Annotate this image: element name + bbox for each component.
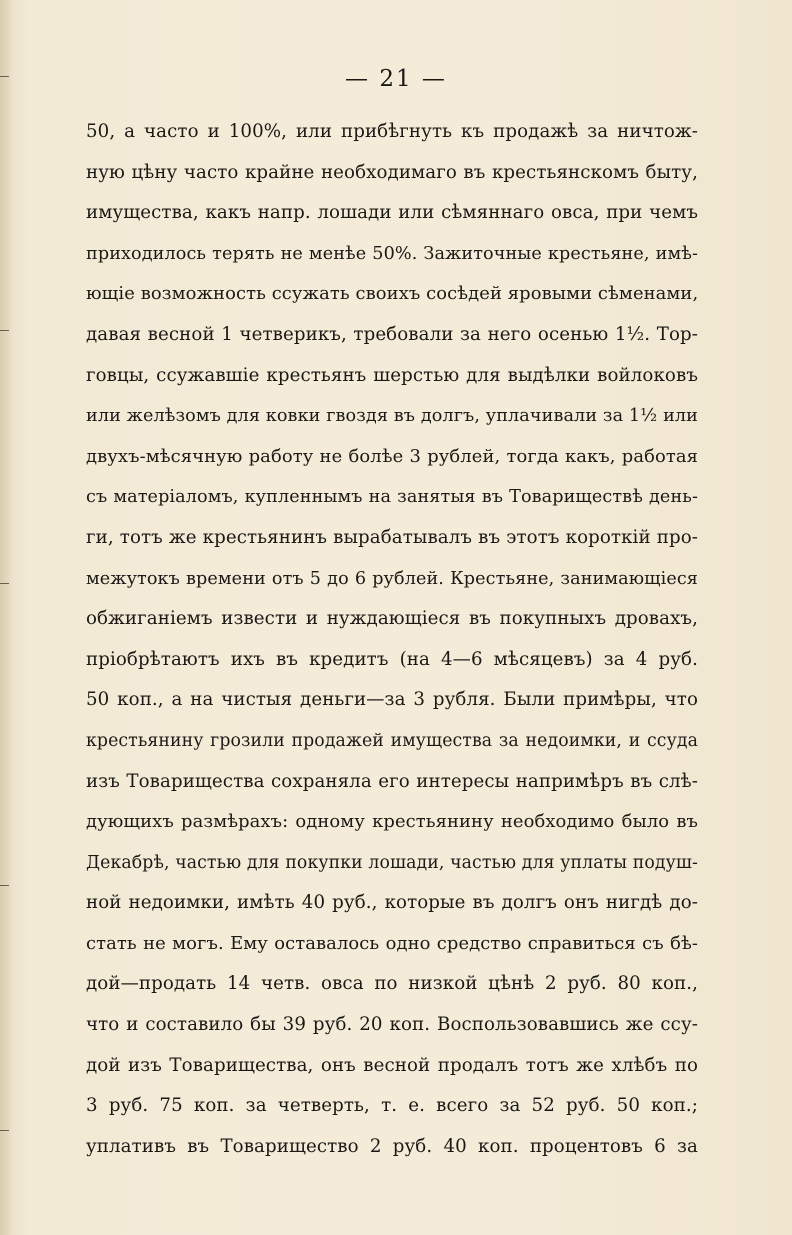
text-line: или желѣзомъ для ковки гвоздя въ долгъ, уплачивали за 1½ или [86,406,698,427]
body-text [86,112,698,1167]
text-line: изъ Товарищества сохраняла его интересы напримѣръ въ слѣ- [86,770,698,792]
page-edge-shadow [0,0,12,1235]
text-line: уплативъ въ Товарищество 2 руб. 40 коп. процентовъ 6 за [86,1135,698,1157]
text-line: дой—продать 14 четв. овса по низкой цѣнѣ 2 руб. 80 коп., [86,973,698,995]
text-line: обжиганіемъ извести и нуждающіеся въ покупныхъ дровахъ, [86,608,698,630]
margin-tick [0,330,9,331]
text-line: что и составило бы 39 руб. 20 коп. Воспользовавшись же ссу- [86,1014,698,1036]
text-line: двухъ-мѣсячную работу не болѣе 3 рублей, тогда какъ, работая [86,445,698,467]
text-line: ги, тотъ же крестьянинъ вырабатывалъ въ этотъ короткій про- [86,526,698,548]
page-number: — 21 — [345,66,447,92]
text-line: ную цѣну часто крайне необходимаго въ крестьянскомъ быту, [86,161,698,183]
text-line: ной недоимки, имѣть 40 руб., которые въ долгъ онъ нигдѣ до- [86,892,698,914]
text-line: пріобрѣтаютъ ихъ въ кредитъ (на 4—6 мѣсяцевъ) за 4 руб. [86,648,698,670]
text-line: Декабрѣ, частью для покупки лошади, частью для уплаты подуш- [86,852,698,873]
text-line: 3 руб. 75 коп. за четверть, т. е. всего за 52 руб. 50 коп.; [86,1095,698,1117]
text-line: давая весной 1 четверикъ, требовали за него осенью 1½. Тор- [86,323,698,345]
text-line: ющіе возможность ссужать своихъ сосѣдей яровыми сѣменами, [86,283,699,305]
text-line: стать не могъ. Ему оставалось одно средство справиться съ бѣ- [86,932,698,954]
text-line: 50 коп., а на чистыя деньги—за 3 рубля. Были примѣры, что [86,689,698,711]
text-line: межутокъ времени отъ 5 до 6 рублей. Крестьяне, занимающіеся [86,568,698,589]
margin-tick [0,583,9,584]
margin-tick [0,885,9,886]
text-line: крестьянину грозили продажей имущества за недоимки, и ссуда [86,730,698,751]
text-line: приходилось терять не менѣе 50%. Зажиточные крестьяне, имѣ- [86,243,698,264]
margin-tick [0,1130,9,1131]
text-line: имущества, какъ напр. лошади или сѣмяннаго овса, при чемъ [86,202,698,224]
text-line: дой изъ Товарищества, онъ весной продалъ тотъ же хлѣбъ по [86,1054,698,1076]
text-line: дующихъ размѣрахъ: одному крестьянину необходимо было въ [86,811,698,833]
text-line: съ матеріаломъ, купленнымъ на занятыя въ Товариществѣ день- [86,487,698,508]
text-line: говцы, ссужавшіе крестьянъ шерстью для выдѣлки войлоковъ [86,364,698,386]
text-line: 50, а часто и 100%, или прибѣгнуть къ продажѣ за ничтож- [86,121,698,142]
